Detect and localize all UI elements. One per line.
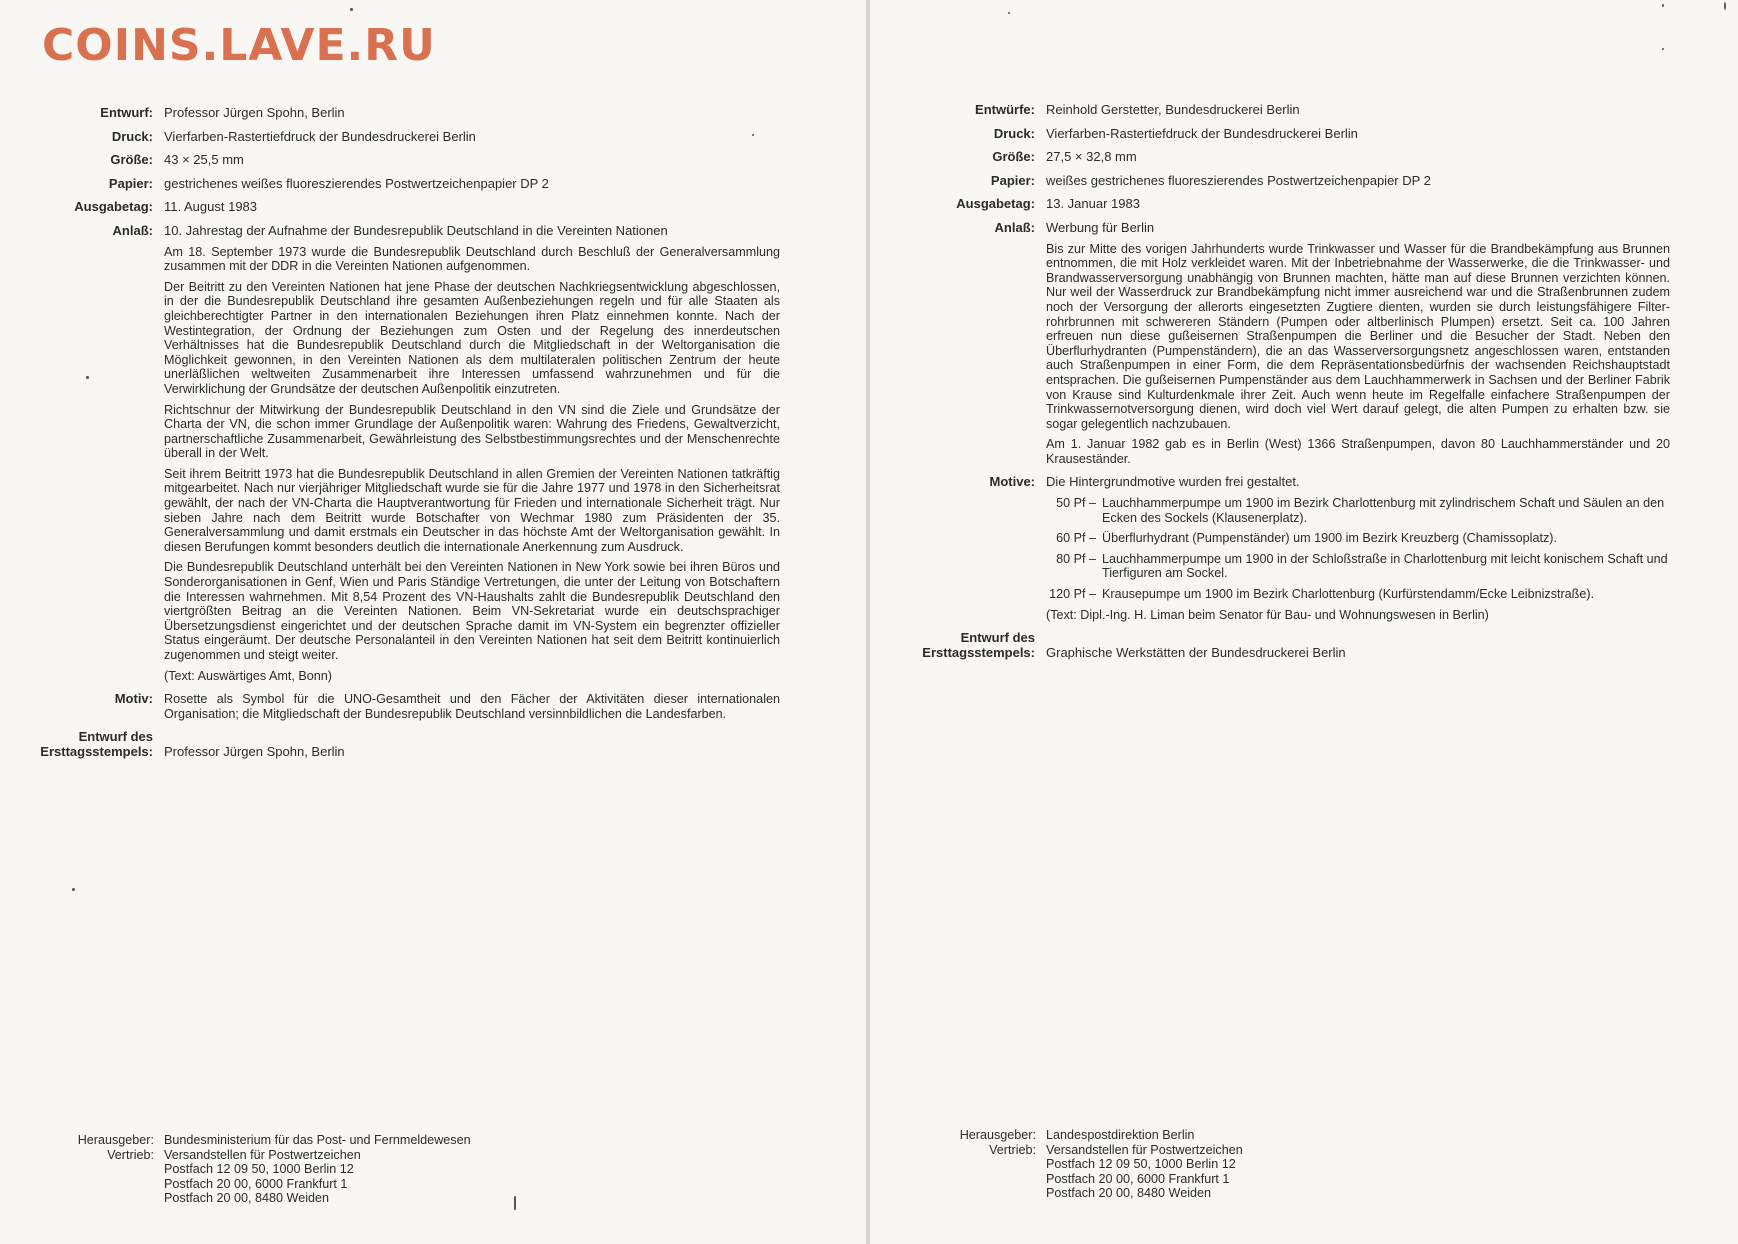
field-label: Papier: xyxy=(990,172,1035,188)
motif-item xyxy=(1046,552,1670,581)
field-value xyxy=(164,224,780,683)
field-paper xyxy=(0,177,780,192)
field-label: Anlaß: xyxy=(994,219,1035,235)
field-print xyxy=(0,130,780,145)
paper-speck xyxy=(1724,2,1726,10)
field-size xyxy=(0,153,780,168)
field-label: Druck: xyxy=(993,125,1035,141)
field-label: Größe: xyxy=(110,152,153,168)
motif-description: Krausepumpe um 1900 im Bezirk Charlottenburg (Kurfürstendamm/Ecke Leibnizstraße). xyxy=(1102,587,1595,602)
distribution-lines xyxy=(164,1148,361,1206)
text-credit: (Text: Auswärtiges Amt, Bonn) xyxy=(164,668,332,683)
body-paragraph: Am 18. September 1973 wurde die Bundesrepublik Deutschland durch Beschluß der Generalversammlung zusammen mit der DDR in die Vereinten Nationen aufgenommen. xyxy=(164,244,780,274)
distribution-line: Versandstellen für Postwertzeichen xyxy=(164,1147,361,1162)
distribution-label: Vertrieb: xyxy=(989,1142,1036,1157)
paper-speck xyxy=(72,888,75,891)
body-paragraph: Die Bundesrepublik Deutschland unterhält bei den Vereinten Nationen in New York sowie bei ihren Büros und Sonderorganisationen in Genf, Wien und Paris Ständige Vertretungen, die unter der Leitung von Botschaftern die Interessen wahrnehmen. Mit 8,54 Prozent des VN-Haushalts zahlt die Bundesrepublik Deutschland den viertgrößten Beitrag an die Vereinten Nationen. Beim VN-Sekretariat wurde ein deutschsprachiger Übersetzungsdienst eingerichtet und der deutschen Sprache damit im VN-System ein begrenzter offizieller Status eingeräumt. Der deutsche Personalanteil in den Vereinten Nationen hat seit dem Beitritt kontinuierlich zugenommen und steigt weiter. xyxy=(164,560,780,662)
field-label: Papier: xyxy=(108,175,153,191)
field-value: 27,5 × 32,8 mm xyxy=(1046,149,1137,165)
field-label xyxy=(870,631,1046,660)
paper-speck xyxy=(86,376,89,379)
field-design xyxy=(0,106,780,121)
motif-value: 80 Pf – xyxy=(1056,551,1096,566)
field-value: 11. August 1983 xyxy=(164,199,258,215)
motif-description: Lauchhammerpumpe um 1900 im Bezirk Charlottenburg mit zylindrischem Schaft und Säulen an den Ecken des Sockels (Klausenerplatz). xyxy=(1102,496,1665,525)
field-label: Ausgabetag: xyxy=(956,196,1035,212)
field-label: Motive: xyxy=(989,474,1035,490)
field-label: Entwürfe: xyxy=(975,102,1035,117)
field-value: Vierfarben-Rastertiefdruck der Bundesdruckerei Berlin xyxy=(1046,125,1358,141)
motifs-intro: Die Hintergrundmotive wurden frei gestaltet. xyxy=(1046,474,1300,490)
postmark-label-line2: Ersttagsstempels: xyxy=(922,644,1035,660)
paper-speck xyxy=(752,134,754,136)
field-label: Motiv: xyxy=(114,691,153,707)
field-label xyxy=(0,730,164,759)
left-sheet xyxy=(0,0,866,1244)
field-label: Entwurf: xyxy=(100,105,153,120)
field-print xyxy=(870,127,1670,142)
body-paragraph: Seit ihrem Beitritt 1973 hat die Bundesrepublik Deutschland in allen Gremien der Vereinten Nationen tatkräftig mitgearbeitet. Nach nur vierjähriger Mitgliedschaft wurde sie für die Jahre 1977 und 1978 in den Sicherheitsrat gewählt, der nach der VN-Charta die Hauptverantwortung für Frieden und internationale Sicherheit trägt. Nur sieben Jahre nach dem Beitritt wurde Botschafter von Wechmar 1980 zum Präsidenten der 35. Generalversammlung und damit erstmals ein Deutscher in das höchste Amt der Weltorganisation gewählt. In diesen Berufungen kommt besonders deutlich die internationale Anerkennung zum Ausdruck. xyxy=(164,466,780,554)
field-value: Reinhold Gerstetter, Bundesdruckerei Berlin xyxy=(1046,102,1300,117)
motif-value: 120 Pf – xyxy=(1049,587,1096,602)
distribution-line: Postfach 20 00, 8480 Weiden xyxy=(1046,1186,1212,1201)
motif-item xyxy=(1046,531,1670,546)
paper-speck xyxy=(1662,48,1664,50)
distribution-line: Versandstellen für Postwertzeichen xyxy=(1046,1142,1243,1157)
publisher: Landespostdirektion Berlin xyxy=(1046,1128,1195,1142)
publisher-label: Herausgeber: xyxy=(77,1133,154,1147)
field-label: Anlaß: xyxy=(112,222,153,238)
left-footer xyxy=(0,1133,471,1206)
field-value: Professor Jürgen Spohn, Berlin xyxy=(164,105,345,120)
field-value: Professor Jürgen Spohn, Berlin xyxy=(164,743,345,759)
right-sheet xyxy=(870,0,1738,1244)
field-value xyxy=(1046,221,1670,467)
distribution-label: Vertrieb: xyxy=(107,1147,154,1162)
field-value: weißes gestrichenes fluoreszierendes Postwertzeichenpapier DP 2 xyxy=(1046,172,1431,188)
distribution-line: Postfach 20 00, 6000 Frankfurt 1 xyxy=(1046,1171,1230,1186)
occasion-title: 10. Jahrestag der Aufnahme der Bundesrepublik Deutschland in die Vereinten Nationen xyxy=(164,222,668,238)
field-value: Rosette als Symbol für die UNO-Gesamtheit und den Fächer der Aktivitäten dieser internationalen Organisation; die Mitgliedschaft der Bundesrepublik Deutschland versinnbildlichen die Landesfarben. xyxy=(164,692,780,721)
field-issue-date xyxy=(0,200,780,215)
motif-item xyxy=(1046,496,1670,525)
body-paragraph: Bis zur Mitte des vorigen Jahrhunderts wurde Trinkwasser und Wasser für die Brandbekämpfung aus Brunnen entnommen, die mit Holz verkleidet waren. Mit der Inbetriebnahme der Wasserwerke, die die Trinkwasser- und Brandwasserversorgung unabhängig von Brunnen machten, hätte man auf diese Brunnen verzichten können. Nur weil der Wasserdruck zur Brandbekämpfung nicht immer ausreichend war und die Straßenbrunnen zudem noch der Versorgung der allerorts eingesetzten Zugtiere dienten, wurden sie durch leistungsfähigere Filterrohrbrunnen mit schwereren Ständern (Pumpen oder altberlinisch Plumpen) ersetzt. Seit ca. 100 Jahren erfreuen nun diese gußeisernen Straßenpumpen die Berliner und die Besucher der Stadt. Neben den Überflurhydranten (Pumpenständern), die an das Wasserversorgungsnetz angeschlossen waren, entstanden auch Straßenpumpen in einer Form, die dem Repräsentationsbedürfnis der wachsenden Reichshauptstadt entsprachen. Die gußeisernen Pumpenständer aus dem Lauchhammerwerk in Sachsen und der Berliner Fabrik von Krause sind Kulturdenkmale ihrer Zeit. Auch wenn heute im Regelfalle einfachere Straßenpumpen der Trinkwassernotversorgung dienen, wird doch viel Wert darauf gelegt, die alten Pumpen zu erhalten bzw. sie sogar gelegentlich nachzubauen. xyxy=(1046,241,1670,431)
motif-item xyxy=(1046,587,1670,602)
field-motif xyxy=(0,692,780,721)
field-label: Größe: xyxy=(992,149,1035,165)
postmark-label-line1: Entwurf des xyxy=(960,630,1035,646)
field-size xyxy=(870,150,1670,165)
distribution-line: Postfach 20 00, 8480 Weiden xyxy=(164,1191,330,1206)
distribution-lines xyxy=(1046,1143,1243,1201)
field-value: gestrichenes weißes fluoreszierendes Postwertzeichenpapier DP 2 xyxy=(164,175,549,191)
paper-speck xyxy=(1662,4,1664,7)
text-credit: (Text: Dipl.-Ing. H. Liman beim Senator für Bau- und Wohnungswesen in Berlin) xyxy=(1046,607,1489,622)
field-issue-date xyxy=(870,197,1670,212)
motif-description: Lauchhammerpumpe um 1900 in der Schloßstraße in Charlottenburg mit leicht konischem Schaft und Tierfiguren am Sockel. xyxy=(1102,551,1668,581)
field-motifs xyxy=(870,475,1670,622)
motif-description: Überflurhydrant (Pumpenständer) um 1900 im Bezirk Kreuzberg (Chamissoplatz). xyxy=(1102,531,1557,546)
field-value: Graphische Werkstätten der Bundesdruckerei Berlin xyxy=(1046,644,1346,660)
publisher: Bundesministerium für das Post- und Fernmeldewesen xyxy=(164,1133,471,1147)
right-fields xyxy=(870,103,1670,669)
distribution-line: Postfach 12 09 50, 1000 Berlin 12 xyxy=(164,1162,354,1177)
paper-speck xyxy=(1008,12,1010,14)
publisher-label: Herausgeber: xyxy=(959,1128,1036,1142)
field-occasion xyxy=(0,224,780,683)
paper-speck xyxy=(350,8,353,11)
field-designs xyxy=(870,103,1670,118)
motif-value: 50 Pf – xyxy=(1056,496,1096,511)
distribution-line: Postfach 20 00, 6000 Frankfurt 1 xyxy=(164,1176,348,1191)
field-postmark xyxy=(0,730,780,759)
motif-value: 60 Pf – xyxy=(1056,531,1096,546)
occasion-title: Werbung für Berlin xyxy=(1046,219,1155,235)
paper-speck xyxy=(514,1196,516,1210)
distribution-line: Postfach 12 09 50, 1000 Berlin 12 xyxy=(1046,1157,1236,1172)
body-paragraph: Am 1. Januar 1982 gab es in Berlin (West) 1366 Straßenpumpen, davon 80 Lauchhammerständer und 20 Krauseständer. xyxy=(1046,437,1670,466)
field-label: Druck: xyxy=(111,128,153,144)
field-value xyxy=(1046,475,1670,622)
left-fields xyxy=(0,106,780,769)
field-value: Vierfarben-Rastertiefdruck der Bundesdruckerei Berlin xyxy=(164,128,476,144)
field-paper xyxy=(870,174,1670,189)
field-occasion xyxy=(870,221,1670,467)
right-footer xyxy=(870,1128,1243,1201)
field-postmark xyxy=(870,631,1670,660)
watermark: COINS.LAVE.RU xyxy=(42,20,436,71)
field-label: Ausgabetag: xyxy=(74,199,153,215)
postmark-label-line2: Ersttagsstempels: xyxy=(40,743,153,759)
body-paragraph: Der Beitritt zu den Vereinten Nationen hat jene Phase der deutschen Nachkriegsentwicklung abgeschlossen, in der die Bundesrepublik Deutschland ihre gesamten Außenbeziehungen regeln und für alle Staaten als gleichberechtigter Partner in den internationalen Beziehungen ihren Platz einnehmen konnte. Nach der Westintegration, der Ordnung der Beziehungen zum Osten und der Regelung des innerdeutschen Verhältnisses hat die Bundesrepublik Deutschland durch die Mitgliedschaft in der Weltorganisation die Möglichkeit gewonnen, in den Vereinten Nationen als dem multilateralen politischen Zentrum der heute unerläßlichen weltweiten Zusammenarbeit ihre Interessen umfassend wahrzunehmen und für die Verwirklichung der Grundsätze der deutschen Außenpolitik einzutreten. xyxy=(164,279,780,396)
field-value: 43 × 25,5 mm xyxy=(164,152,244,168)
postmark-label-line1: Entwurf des xyxy=(78,729,153,745)
field-value: 13. Januar 1983 xyxy=(1046,196,1140,212)
body-paragraph: Richtschnur der Mitwirkung der Bundesrepublik Deutschland in den VN sind die Ziele und Grundsätze der Charta der VN, die schon immer Grundlage der Außenpolitik waren: Wahrung des Friedens, Gewaltverzicht, partnerschaftliche Zusammenarbeit, Gewährleistung des Selbstbestimmungsrechtes und der Menschenrechte überall in der Welt. xyxy=(164,402,780,461)
